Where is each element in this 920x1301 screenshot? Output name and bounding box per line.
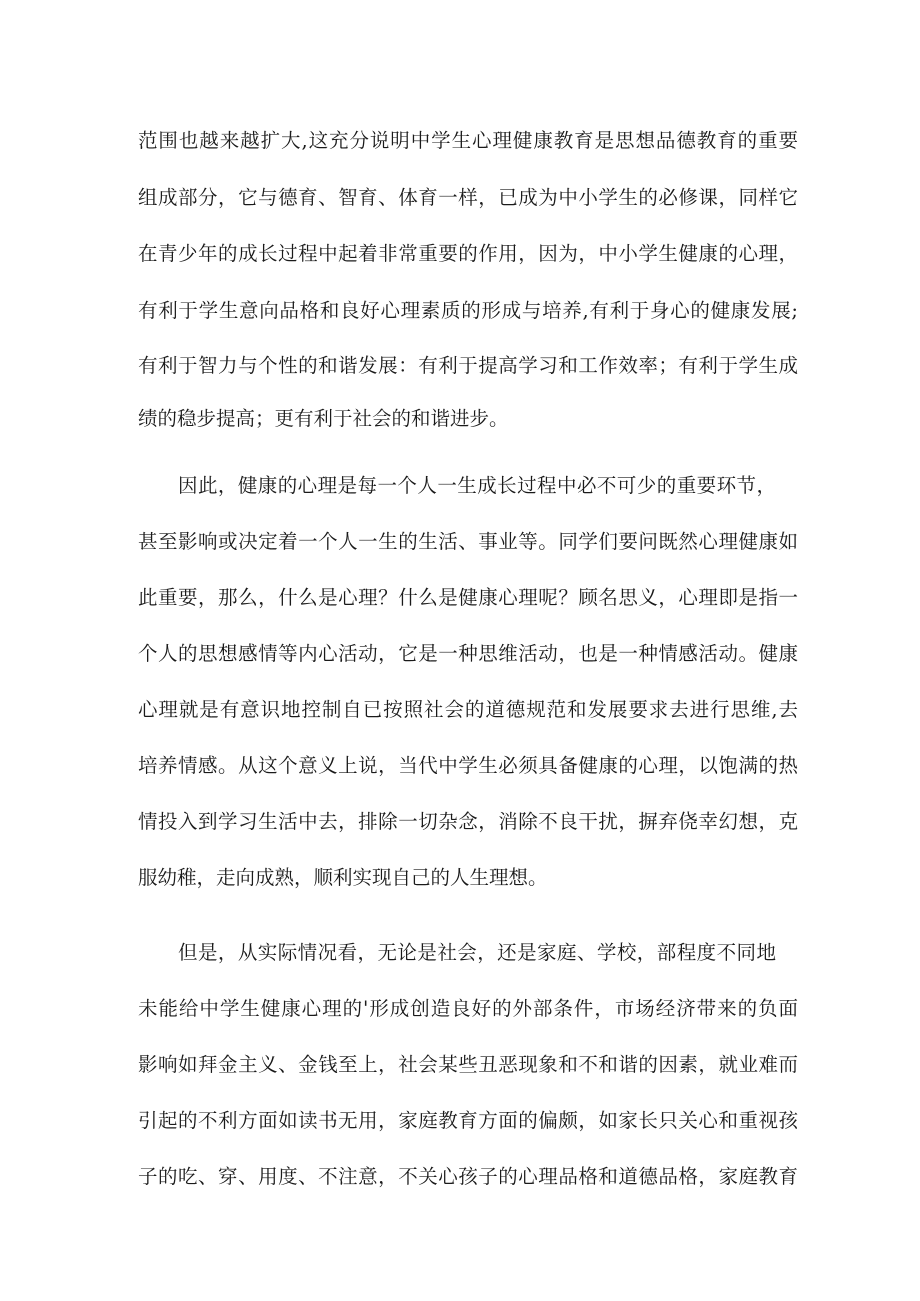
paragraph-line: 有利于智力与个性的和谐发展：有利于提高学习和工作效率；有利于学生成 <box>138 354 798 377</box>
paragraph-line: 情投入到学习生活中去，排除一切杂念，消除不良干扰，摒弃侥幸幻想，克 <box>138 810 798 833</box>
paragraph-line: 培养情感。从这个意义上说，当代中学生必须具备健康的心理，以饱满的热 <box>138 754 798 777</box>
paragraph-line: 个人的思想感情等内心活动，它是一种思维活动，也是一种情感活动。健康 <box>138 642 798 665</box>
paragraph-line: 未能给中学生健康心理的'形成创造良好的外部条件，市场经济带来的负面 <box>138 997 798 1020</box>
paragraph-line: 因此，健康的心理是每一个人一生成长过程中必不可少的重要环节， <box>178 474 776 497</box>
paragraph-line: 甚至影响或决定着一个人一生的生活、事业等。同学们要问既然心理健康如 <box>138 530 798 553</box>
paragraph-line: 引起的不利方面如读书无用，家庭教育方面的偏颇，如家长只关心和重视孩 <box>138 1109 798 1132</box>
paragraph-line: 有利于学生意向品格和良好心理素质的形成与培养,有利于身心的健康发展; <box>138 299 798 322</box>
paragraph-line: 绩的稳步提高；更有利于社会的和谐进步。 <box>138 407 509 430</box>
paragraph-line: 在青少年的成长过程中起着非常重要的作用，因为，中小学生健康的心理， <box>138 242 798 265</box>
paragraph-line: 此重要，那么，什么是心理？什么是健康心理呢？顾名思义，心理即是指一 <box>138 586 798 609</box>
paragraph-line: 但是，从实际情况看，无论是社会，还是家庭、学校，部程度不同地 <box>178 941 776 964</box>
paragraph-line: 影响如拜金主义、金钱至上，社会某些丑恶现象和不和谐的因素，就业难而 <box>138 1053 798 1076</box>
paragraph-line: 范围也越来越扩大,这充分说明中学生心理健康教育是思想品德教育的重要 <box>138 129 798 152</box>
paragraph-line: 服幼稚，走向成熟，顺利实现自己的人生理想。 <box>138 866 548 889</box>
paragraph-line: 子的吃、穿、用度、不注意，不关心孩子的心理品格和道德品格，家庭教育 <box>138 1165 798 1188</box>
paragraph-line: 组成部分，它与德育、智育、体育一样，已成为中小学生的必修课，同样它 <box>138 186 798 209</box>
paragraph-line: 心理就是有意识地控制自已按照社会的道德规范和发展要求去进行思维,去 <box>138 698 798 721</box>
